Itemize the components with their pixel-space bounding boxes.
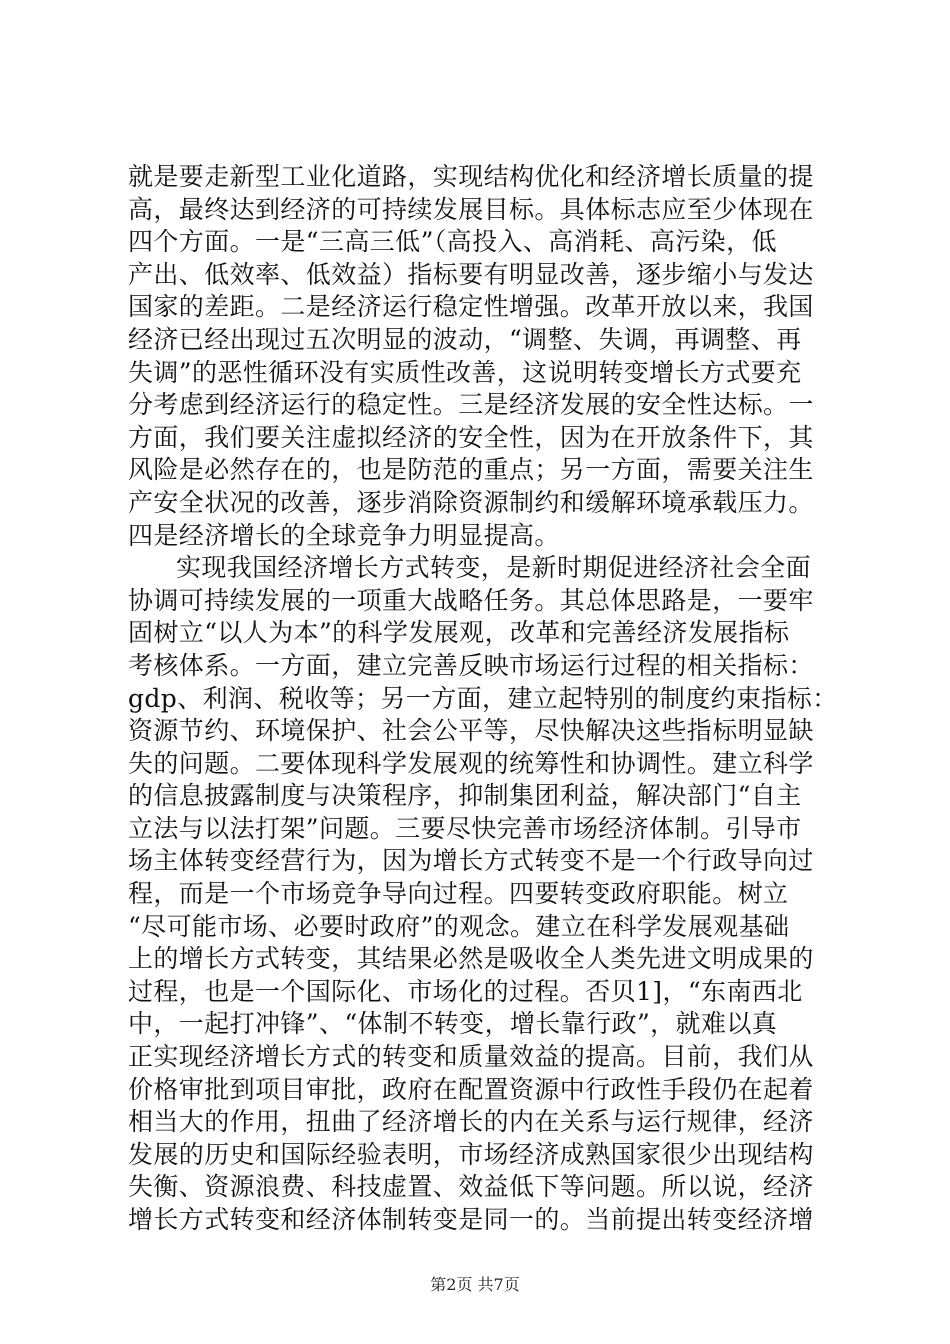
paragraph-line: 四个方面。一是“三高三低”（高投入、高消耗、高污染，低 [128, 227, 777, 257]
paragraph-line: 失调”的恶性循环没有实质性改善，这说明转变增长方式要充 [128, 357, 802, 387]
paragraph-line: 过程，也是一个国际化、市场化的过程。否贝1]，“东南西北 [128, 976, 803, 1006]
paragraph-line: 价格审批到项目审批，政府在配置资源中行政性手段仍在起着 [128, 1074, 814, 1104]
document-body [128, 161, 838, 1237]
paragraph-2 [128, 552, 838, 1236]
paragraph-line: 失衡、资源浪费、科技虚置、效益低下等问题。所以说，经济 [128, 1172, 814, 1202]
paragraph-line: 国家的差距。二是经济运行稳定性增强。改革开放以来，我国 [128, 292, 814, 322]
paragraph-line: 就是要走新型工业化道路，实现结构优化和经济增长质量的提 [128, 162, 814, 191]
paragraph-line: 高，最终达到经济的可持续发展目标。具体标志应至少体现在 [128, 194, 814, 224]
paragraph-line: 固树立“以人为本”的科学发展观，改革和完善经济发展指标 [128, 618, 790, 648]
paragraph-line: 协调可持续发展的一项重大战略任务。其总体思路是，一要牢 [128, 585, 814, 615]
paragraph-line: 上的增长方式转变，其结果必然是吸收全人类先进文明成果的 [128, 944, 814, 974]
page-footer [0, 1275, 950, 1295]
paragraph-line: 方面，我们要关注虚拟经济的安全性，因为在开放条件下，其 [128, 422, 814, 452]
paragraph-line: 产出、低效率、低效益）指标要有明显改善，逐步缩小与发达 [128, 259, 814, 289]
paragraph-line: 资源节约、环境保护、社会公平等，尽快解决这些指标明显缺 [128, 716, 814, 746]
paragraph-line: 四是经济增长的全球竞争力明显提高。 [128, 520, 560, 550]
paragraph-line: 经济已经出现过五次明显的波动，“调整、失调，再调整、再 [128, 324, 802, 354]
paragraph-line: 正实现经济增长方式的转变和质量效益的提高。目前，我们从 [128, 1042, 814, 1072]
paragraph-line: 失的问题。二要体现科学发展观的统筹性和协调性。建立科学 [128, 748, 814, 778]
paragraph-line: 发展的历史和国际经验表明，市场经济成熟国家很少出现结构 [128, 1139, 814, 1169]
paragraph-line: 立法与以法打架”问题。三要尽快完善市场经济体制。引导市 [128, 813, 802, 843]
paragraph-line: 风险是必然存在的，也是防范的重点；另一方面，需要关注生 [128, 455, 814, 485]
paragraph-1 [128, 161, 828, 552]
paragraph-line: 增长方式转变和经济体制转变是同一的。当前提出转变经济增 [128, 1205, 814, 1234]
paragraph-line: 产安全状况的改善，逐步消除资源制约和缓解环境承载压力。 [128, 487, 814, 517]
paragraph-line: gdp、利润、税收等；另一方面，建立起特别的制度约束指标： [128, 683, 838, 713]
paragraph-line: 实现我国经济增长方式转变，是新时期促进经济社会全面 [176, 553, 812, 583]
paragraph-line: 相当大的作用，扭曲了经济增长的内在关系与运行规律，经济 [128, 1107, 814, 1137]
paragraph-line: 考核体系。一方面，建立完善反映市场运行过程的相关指标： [128, 650, 814, 680]
page-number-label: 第2页 共7页 [430, 1275, 520, 1294]
paragraph-line: 的信息披露制度与决策程序，抑制集团利益，解决部门“自主 [128, 781, 802, 811]
paragraph-line: 中，一起打冲锋”、“体制不转变，增长靠行政”，就难以真 [128, 1009, 778, 1039]
paragraph-line: 程，而是一个市场竞争导向过程。四要转变政府职能。树立 [128, 879, 789, 909]
paragraph-line: “尽可能市场、必要时政府”的观念。建立在科学发展观基础 [128, 911, 790, 941]
paragraph-line: 场主体转变经营行为，因为增长方式转变不是一个行政导向过 [128, 846, 814, 876]
paragraph-line: 分考虑到经济运行的稳定性。三是经济发展的安全性达标。一 [128, 390, 814, 420]
